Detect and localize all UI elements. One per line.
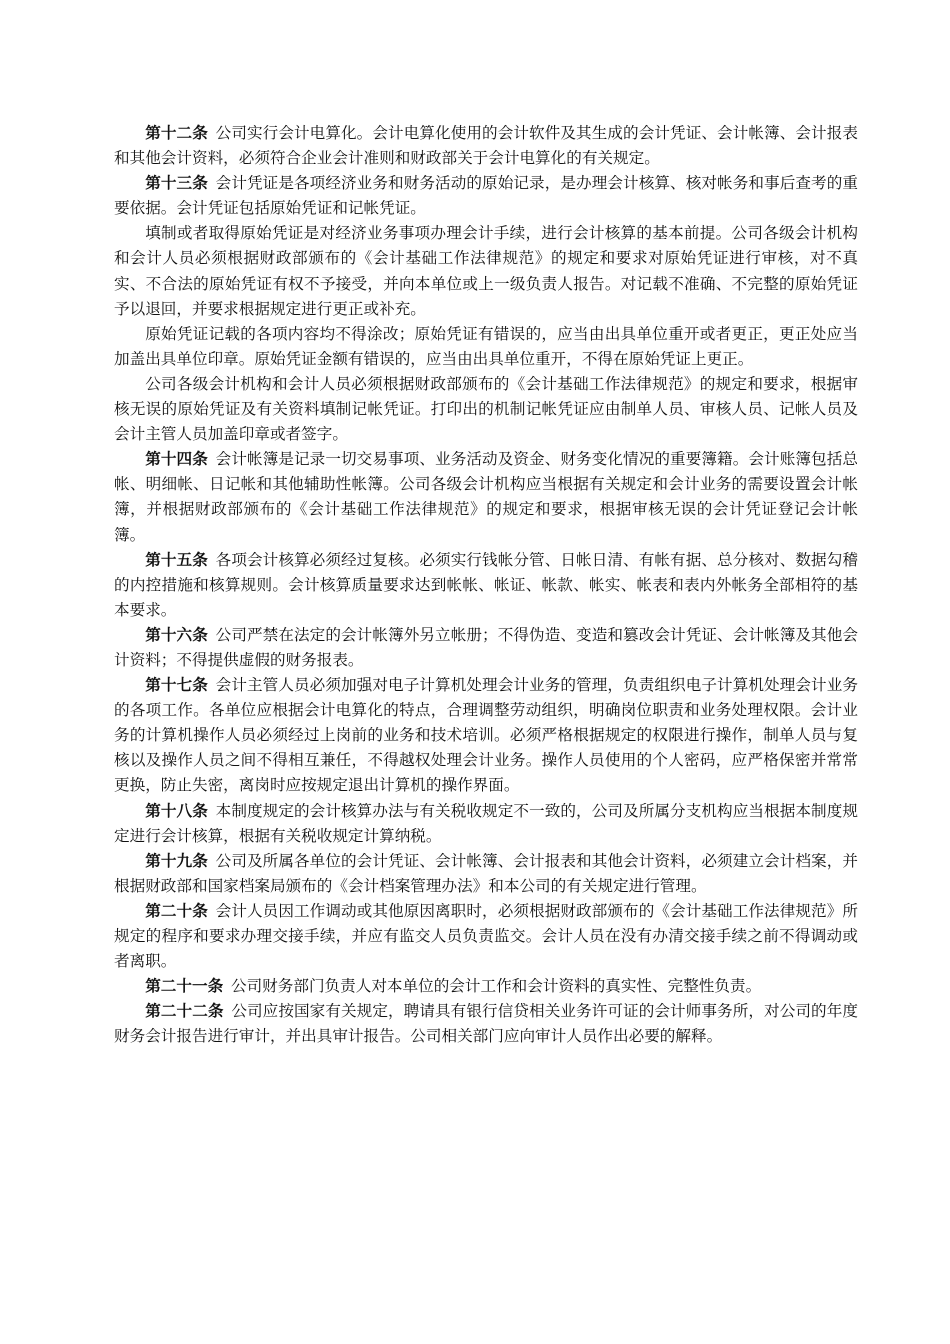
article-text: 会计人员因工作调动或其他原因离职时，必须根据财政部颁布的《会计基础工作法律规范》所规定的程序和要求办理交接手续，并应有监交人员负责监交。会计人员在没有办清交接手续之前不得调动或者离职。 <box>114 901 858 971</box>
paragraph-text: 填制或者取得原始凭证是对经济业务事项办理会计手续，进行会计核算的基本前提。公司各级会计机构和会计人员必须根据财政部颁布的《会计基础工作法律规范》的规定和要求对原始凭证进行审核，对不真实、不合法的原始凭证有权不予接受，并向本单位或上一级负责人报告。对记载不准确、不完整的原始凭证予以退回，并要求根据规定进行更正或补充。 <box>114 224 858 318</box>
article-text: 公司及所属各单位的会计凭证、会计帐簿、会计报表和其他会计资料，必须建立会计档案，并根据财政部和国家档案局颁布的《会计档案管理办法》和本公司的有关规定进行管理。 <box>114 851 858 895</box>
article-heading: 第十四条 <box>145 450 208 469</box>
article-13 <box>114 171 858 221</box>
article-heading: 第二十二条 <box>145 1002 224 1021</box>
article-12 <box>114 121 858 171</box>
article-heading: 第十二条 <box>145 124 208 142</box>
article-20 <box>114 899 858 974</box>
article-heading: 第二十条 <box>145 901 208 920</box>
paragraph-text: 公司各级会计机构和会计人员必须根据财政部颁布的《会计基础工作法律规范》的规定和要求，根据审核无误的原始凭证及有关资料填制记帐凭证。打印出的机制记帐凭证应由制单人员、审核人员、记帐人员及会计主管人员加盖印章或者签字。 <box>114 374 858 444</box>
article-19 <box>114 849 858 899</box>
article-heading: 第十九条 <box>145 851 208 870</box>
article-heading: 第十七条 <box>145 676 208 695</box>
article-21 <box>114 974 858 999</box>
article-heading: 第二十一条 <box>145 977 224 996</box>
article-text: 本制度规定的会计核算办法与有关税收规定不一致的，公司及所属分支机构应当根据本制度规定进行会计核算，根据有关税收规定计算纳税。 <box>114 801 858 845</box>
article-heading: 第十六条 <box>145 625 208 644</box>
document-body <box>114 121 858 1049</box>
article-text: 公司严禁在法定的会计帐簿外另立帐册；不得伪造、变造和篡改会计凭证、会计帐簿及其他会计资料；不得提供虚假的财务报表。 <box>114 625 858 669</box>
article-text: 会计凭证是各项经济业务和财务活动的原始记录，是办理会计核算、核对帐务和事后查考的重要依据。会计凭证包括原始凭证和记帐凭证。 <box>114 174 858 218</box>
article-heading: 第十三条 <box>145 174 208 193</box>
paragraph-bookkeeping-voucher <box>114 372 858 447</box>
article-text: 公司实行会计电算化。会计电算化使用的会计软件及其生成的会计凭证、会计帐簿、会计报表和其他会计资料，必须符合企业会计准则和财政部关于会计电算化的有关规定。 <box>114 124 858 168</box>
article-text: 各项会计核算必须经过复核。必须实行钱帐分管、日帐日清、有帐有据、总分核对、数据勾稽的内控措施和核算规则。会计核算质量要求达到帐帐、帐证、帐款、帐实、帐表和表内外帐务全部相符的基本要求。 <box>114 550 858 619</box>
article-text: 公司应按国家有关规定，聘请具有银行信贷相关业务许可证的会计师事务所，对公司的年度财务会计报告进行审计，并出具审计报告。公司相关部门应向审计人员作出必要的解释。 <box>114 1002 858 1046</box>
article-heading: 第十五条 <box>145 550 208 569</box>
article-16 <box>114 623 858 673</box>
article-18 <box>114 799 858 849</box>
article-15 <box>114 548 858 623</box>
article-text: 公司财务部门负责人对本单位的会计工作和会计资料的真实性、完整性负责。 <box>230 977 762 996</box>
paragraph-voucher-correction <box>114 322 858 372</box>
article-text: 会计主管人员必须加强对电子计算机处理会计业务的管理，负责组织电子计算机处理会计业务的各项工作。各单位应根据会计电算化的特点，合理调整劳动组织，明确岗位职责和业务处理权限。会计业务的计算机操作人员必须经过上岗前的业务和技术培训。必须严格根据规定的权限进行操作，制单人员与复核以及操作人员之间不得相互兼任，不得越权处理会计业务。操作人员使用的个人密码，应严格保密并常常更换，防止失密，离岗时应按规定退出计算机的操作界面。 <box>114 676 858 795</box>
article-22 <box>114 999 858 1049</box>
article-heading: 第十八条 <box>145 801 208 820</box>
article-14 <box>114 447 858 547</box>
article-17 <box>114 673 858 798</box>
paragraph-original-voucher <box>114 221 858 321</box>
paragraph-text: 原始凭证记载的各项内容均不得涂改；原始凭证有错误的，应当由出具单位重开或者更正，更正处应当加盖出具单位印章。原始凭证金额有错误的，应当由出具单位重开，不得在原始凭证上更正。 <box>114 324 858 368</box>
article-text: 会计帐簿是记录一切交易事项、业务活动及资金、财务变化情况的重要簿籍。会计账簿包括总帐、明细帐、日记帐和其他辅助性帐簿。公司各级会计机构应当根据有关规定和会计业务的需要设置会计帐簿，并根据财政部颁布的《会计基础工作法律规范》的规定和要求，根据审核无误的会计凭证登记会计帐簿。 <box>114 450 858 544</box>
